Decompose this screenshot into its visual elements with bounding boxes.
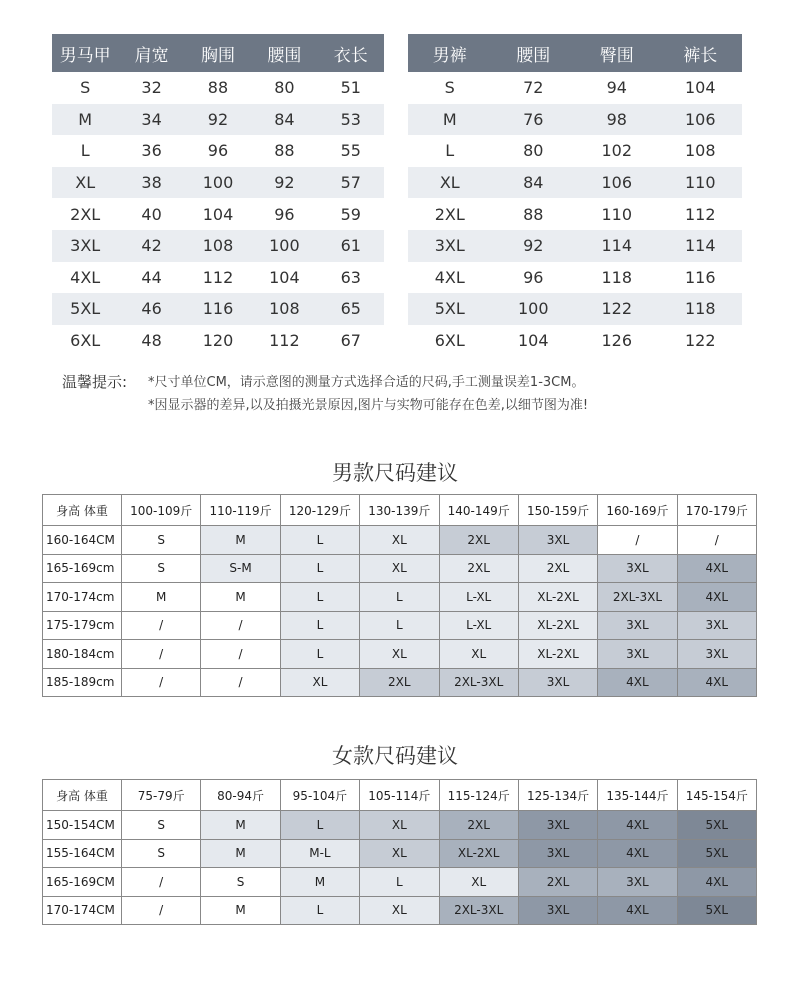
size-cell: 5XL: [52, 293, 118, 325]
height-cell: 175-179cm: [43, 611, 122, 640]
size-cell: 4XL: [677, 668, 756, 697]
column-header: 男裤: [408, 34, 492, 72]
table-row: [408, 198, 742, 230]
size-cell: 4XL: [598, 668, 677, 697]
column-header: 腰围: [251, 34, 317, 72]
table-row: [408, 230, 742, 262]
size-cell: XL: [439, 640, 518, 669]
size-cell: L: [360, 868, 439, 897]
measure-cell: 106: [575, 167, 659, 199]
height-cell: 185-189cm: [43, 668, 122, 697]
size-cell: 5XL: [677, 839, 756, 868]
women-guide-title: 女款尺码建议: [332, 744, 458, 768]
size-cell: 4XL: [598, 839, 677, 868]
size-cell: L-XL: [439, 611, 518, 640]
guide-row: [43, 839, 757, 868]
size-cell: 4XL: [677, 868, 756, 897]
guide-row: [43, 811, 757, 840]
size-cell: 3XL: [52, 230, 118, 262]
weight-header: 145-154斤: [677, 780, 756, 811]
tips-line: *尺寸单位CM，请示意图的测量方式选择合适的尺码,手工测量误差1-3CM。: [148, 375, 585, 390]
weight-header: 160-169斤: [598, 495, 677, 526]
size-cell: S: [122, 554, 201, 583]
size-cell: L: [360, 583, 439, 612]
size-cell: 2XL-3XL: [439, 896, 518, 925]
size-cell: 3XL: [598, 554, 677, 583]
height-cell: 170-174cm: [43, 583, 122, 612]
weight-header: 125-134斤: [518, 780, 597, 811]
size-cell: 3XL: [518, 668, 597, 697]
size-cell: 2XL: [518, 868, 597, 897]
pants-size-table: [408, 34, 742, 356]
measure-cell: 114: [575, 230, 659, 262]
size-cell: 5XL: [677, 811, 756, 840]
size-cell: 5XL: [408, 293, 492, 325]
tips-label: 温馨提示:: [62, 373, 128, 391]
measure-cell: 114: [659, 230, 743, 262]
size-cell: /: [122, 896, 201, 925]
weight-header: 100-109斤: [122, 495, 201, 526]
measure-cell: 80: [274, 78, 295, 98]
measure-cell: 34: [118, 104, 184, 136]
table-row: [52, 198, 384, 230]
measure-cell: 102: [601, 141, 633, 161]
measure-cell: 104: [202, 204, 234, 224]
measure-cell: 100: [492, 293, 576, 325]
size-cell: S: [122, 811, 201, 840]
weight-header: 115-124斤: [439, 780, 518, 811]
size-cell: XL: [280, 668, 359, 697]
measure-cell: 100: [251, 230, 317, 262]
column-header: 肩宽: [118, 34, 184, 72]
table-row: [408, 104, 742, 136]
size-cell: L: [280, 526, 359, 555]
column-header: 胸围: [185, 34, 251, 72]
measure-cell: 92: [185, 104, 251, 136]
size-cell: /: [122, 668, 201, 697]
measure-cell: 110: [601, 204, 633, 224]
size-cell: 4XL: [70, 267, 101, 287]
pants-table-header: [408, 34, 742, 72]
table-row: [408, 293, 742, 325]
weight-header: 80-94斤: [201, 780, 280, 811]
guide-row: [43, 611, 757, 640]
size-cell: 2XL-3XL: [439, 668, 518, 697]
size-cell: XL: [360, 554, 439, 583]
size-cell: XL: [360, 839, 439, 868]
size-cell: 3XL: [408, 230, 492, 262]
size-cell: XL-2XL: [518, 640, 597, 669]
measure-cell: 116: [185, 293, 251, 325]
measure-cell: 38: [118, 167, 184, 199]
size-cell: /: [201, 611, 280, 640]
guide-row: [43, 896, 757, 925]
size-cell: M: [201, 811, 280, 840]
height-cell: 160-164CM: [43, 526, 122, 555]
measure-cell: 96: [274, 204, 295, 224]
measure-cell: 72: [523, 78, 544, 98]
size-cell: /: [122, 640, 201, 669]
measure-cell: 67: [340, 331, 361, 351]
size-cell: 2XL-3XL: [598, 583, 677, 612]
size-cell: /: [598, 526, 677, 555]
column-header: 男马甲: [52, 34, 118, 72]
size-cell: L-XL: [439, 583, 518, 612]
height-cell: 165-169cm: [43, 554, 122, 583]
size-cell: XL: [360, 640, 439, 669]
size-cell: M: [122, 583, 201, 612]
measure-cell: 98: [575, 104, 659, 136]
measure-cell: 51: [340, 78, 361, 98]
guide-row: [43, 640, 757, 669]
table-row: [52, 104, 384, 136]
table-row: [52, 135, 384, 167]
measure-cell: 42: [118, 230, 184, 262]
size-cell: L: [280, 554, 359, 583]
guide-row: [43, 868, 757, 897]
weight-header: 110-119斤: [201, 495, 280, 526]
measure-cell: 40: [141, 204, 162, 224]
size-cell: XL-2XL: [518, 611, 597, 640]
measure-cell: 94: [606, 78, 627, 98]
men-guide-title: 男款尺码建议: [332, 461, 458, 485]
column-header: 臀围: [575, 34, 659, 72]
size-cell: 3XL: [518, 811, 597, 840]
weight-header: 130-139斤: [360, 495, 439, 526]
women-size-guide-table: [42, 779, 757, 925]
weight-header: 170-179斤: [677, 495, 756, 526]
size-cell: 3XL: [598, 611, 677, 640]
size-cell: 5XL: [677, 896, 756, 925]
measure-cell: 53: [318, 104, 384, 136]
height-cell: 150-154CM: [43, 811, 122, 840]
measure-cell: 92: [492, 230, 576, 262]
measure-cell: 108: [684, 141, 716, 161]
size-cell: 4XL: [598, 896, 677, 925]
measure-cell: 65: [318, 293, 384, 325]
size-cell: 2XL: [360, 668, 439, 697]
guide-header-row: [43, 495, 757, 526]
size-cell: 3XL: [598, 640, 677, 669]
table-row: [52, 167, 384, 199]
measure-cell: 108: [185, 230, 251, 262]
size-cell: S: [444, 78, 455, 98]
tips-line: *因显示器的差异,以及拍摄光景原因,图片与实物可能存在色差,以细节图为准!: [148, 398, 589, 413]
weight-header: 140-149斤: [439, 495, 518, 526]
guide-row: [43, 668, 757, 697]
measure-cell: 61: [318, 230, 384, 262]
size-cell: 2XL: [439, 554, 518, 583]
measure-cell: 104: [517, 331, 549, 351]
vest-size-table: [52, 34, 384, 356]
measure-cell: 122: [684, 331, 716, 351]
size-cell: /: [122, 868, 201, 897]
column-header: 腰围: [492, 34, 576, 72]
guide-row: [43, 526, 757, 555]
size-cell: 2XL: [439, 811, 518, 840]
measure-cell: 48: [141, 331, 162, 351]
size-cell: M: [201, 839, 280, 868]
table-row: [408, 167, 742, 199]
size-cell: 4XL: [598, 811, 677, 840]
measure-cell: 84: [492, 167, 576, 199]
height-cell: 180-184cm: [43, 640, 122, 669]
measure-cell: 36: [141, 141, 162, 161]
weight-header: 105-114斤: [360, 780, 439, 811]
table-row: [408, 135, 742, 167]
height-cell: 165-169CM: [43, 868, 122, 897]
column-header: 衣长: [318, 34, 384, 72]
size-cell: M: [201, 896, 280, 925]
size-cell: XL: [360, 896, 439, 925]
measure-cell: 46: [118, 293, 184, 325]
measure-cell: 108: [251, 293, 317, 325]
measure-cell: 88: [523, 204, 544, 224]
size-cell: L: [445, 141, 455, 161]
size-cell: M: [201, 526, 280, 555]
table-row: [52, 72, 384, 104]
measure-cell: 110: [659, 167, 743, 199]
guide-row: [43, 583, 757, 612]
measure-cell: 118: [659, 293, 743, 325]
size-cell: /: [122, 611, 201, 640]
measure-cell: 112: [202, 267, 234, 287]
size-cell: 2XL: [518, 554, 597, 583]
vest-table-header: [52, 34, 384, 72]
size-cell: M: [408, 104, 492, 136]
height-cell: 155-164CM: [43, 839, 122, 868]
corner-cell: 身高 体重: [43, 780, 122, 811]
tips-note: [62, 371, 588, 417]
size-cell: 2XL: [70, 204, 101, 224]
measure-cell: 118: [601, 267, 633, 287]
size-cell: M-L: [280, 839, 359, 868]
measure-cell: 96: [207, 141, 229, 161]
measure-cell: 63: [340, 267, 361, 287]
size-cell: L: [280, 611, 359, 640]
size-cell: S-M: [201, 554, 280, 583]
size-cell: /: [201, 668, 280, 697]
height-cell: 170-174CM: [43, 896, 122, 925]
guide-header-row: [43, 780, 757, 811]
size-cell: XL: [52, 167, 118, 199]
size-cell: M: [280, 868, 359, 897]
size-cell: L: [280, 640, 359, 669]
measure-cell: 120: [202, 331, 234, 351]
measure-cell: 80: [523, 141, 544, 161]
table-row: [408, 72, 742, 104]
table-row: [52, 293, 384, 325]
table-row: [408, 325, 742, 357]
measure-cell: 76: [492, 104, 576, 136]
size-cell: 3XL: [518, 839, 597, 868]
measure-cell: 126: [601, 331, 633, 351]
size-cell: /: [201, 640, 280, 669]
size-cell: /: [677, 526, 756, 555]
table-row: [52, 230, 384, 262]
measure-cell: 32: [141, 78, 162, 98]
column-header: 裤长: [659, 34, 743, 72]
size-cell: S: [122, 839, 201, 868]
measure-cell: 104: [269, 267, 300, 287]
weight-header: 150-159斤: [518, 495, 597, 526]
size-cell: 2XL: [434, 204, 465, 224]
measure-cell: 57: [318, 167, 384, 199]
table-row: [408, 262, 742, 294]
pants-table-body: [408, 72, 742, 356]
size-cell: 4XL: [677, 554, 756, 583]
measure-cell: 59: [340, 204, 361, 224]
measure-cell: 96: [523, 267, 544, 287]
size-cell: 3XL: [518, 526, 597, 555]
size-cell: XL: [408, 167, 492, 199]
size-cell: XL: [360, 526, 439, 555]
size-cell: S: [201, 868, 280, 897]
corner-cell: 身高 体重: [43, 495, 122, 526]
weight-header: 95-104斤: [280, 780, 359, 811]
size-cell: M: [52, 104, 118, 136]
vest-table-body: [52, 72, 384, 356]
measure-cell: 100: [185, 167, 251, 199]
size-cell: L: [80, 141, 90, 161]
size-cell: L: [280, 583, 359, 612]
size-cell: L: [360, 611, 439, 640]
size-cell: S: [122, 526, 201, 555]
table-row: [52, 262, 384, 294]
size-cell: 3XL: [518, 896, 597, 925]
men-size-guide-table: [42, 494, 757, 697]
weight-header: 135-144斤: [598, 780, 677, 811]
size-cell: 6XL: [434, 331, 465, 351]
measure-cell: 106: [659, 104, 743, 136]
measure-cell: 122: [575, 293, 659, 325]
size-cell: S: [80, 78, 91, 98]
size-cell: XL: [439, 868, 518, 897]
measure-cell: 88: [207, 78, 229, 98]
measure-cell: 116: [684, 267, 716, 287]
measure-cell: 88: [274, 141, 295, 161]
size-cell: XL-2XL: [518, 583, 597, 612]
measure-cell: 55: [340, 141, 361, 161]
size-cell: L: [280, 811, 359, 840]
size-cell: XL: [360, 811, 439, 840]
weight-header: 120-129斤: [280, 495, 359, 526]
size-cell: 6XL: [70, 331, 101, 351]
measure-cell: 112: [684, 204, 716, 224]
measure-cell: 84: [251, 104, 317, 136]
size-cell: M: [201, 583, 280, 612]
size-cell: 3XL: [677, 640, 756, 669]
weight-header: 75-79斤: [122, 780, 201, 811]
size-cell: 4XL: [434, 267, 465, 287]
measure-cell: 92: [251, 167, 317, 199]
measure-cell: 112: [269, 331, 300, 351]
size-cell: L: [280, 896, 359, 925]
size-cell: 3XL: [677, 611, 756, 640]
table-row: [52, 325, 384, 357]
measure-cell: 44: [141, 267, 162, 287]
guide-row: [43, 554, 757, 583]
measure-cell: 104: [684, 78, 716, 98]
size-cell: XL-2XL: [439, 839, 518, 868]
size-cell: 3XL: [598, 868, 677, 897]
size-cell: 4XL: [677, 583, 756, 612]
size-cell: 2XL: [439, 526, 518, 555]
